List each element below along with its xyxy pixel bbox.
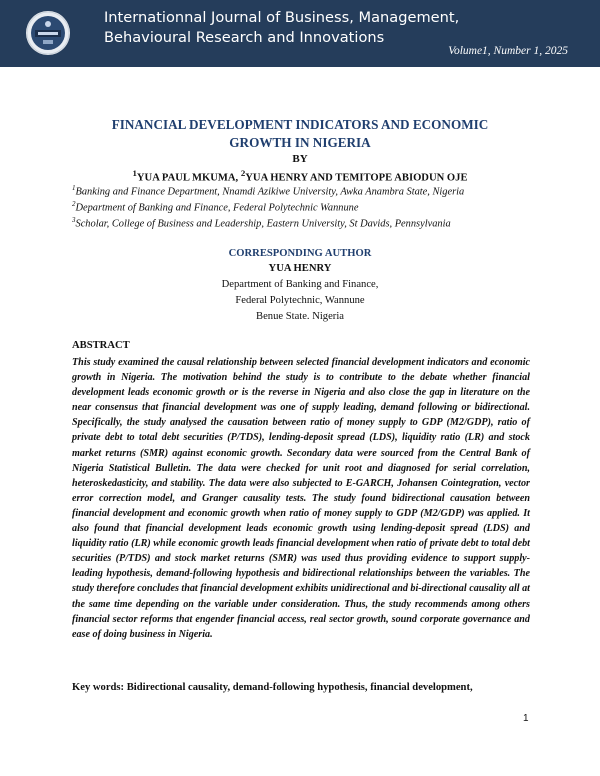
by-label: BY [292, 153, 308, 165]
author-sup: 2 [240, 168, 246, 178]
paper-title [60, 116, 540, 152]
author-list [0, 168, 600, 184]
affiliation-sup: 2 [72, 200, 76, 208]
volume-info: Volume1, Number 1, 2025 [448, 45, 568, 57]
abstract-body: This study examined the causal relationship between selected financial development indicators and economic growth in Nigeria. The motivation behind the study is to contribute to the debate whether financial development leads economic growth or is the reverse in Nigeria and also close the gap in literature on the near consensus that financial development was one of supply leading, demand following or bidirectional. Specifically, the study analysed the causation between ratio of money supply to GDP (M2/GDP), ratio of private debt to total debt securities (P/TDS), lending-deposit spread (LDS), liquidity ratio (LR) and stock market returns (SMR) against economic growth. Secondary data were sourced from the Central Bank of Nigeria Statistical Bulletin. The data were checked for unit root and diagnosed for serial correlation, heteroskedasticity, and stability. The data were also subjected to E-GARCH, Johansen Cointegration, vector error correction model, and Granger causality tests. The study found bidirectional causation between financial development and economic growth when ratio of money supply to GDP (M2/GDP) was applied. It also found that financial development leads economic growth using lending-deposit spread (LDS) and liquidity ratio (LR) while economic growth leads financial development when ratio of private debt to total debt securities (P/TDS) and stock market returns (SMR) was used thus providing evidence to support supply-leading hypothesis, demand-following hypothesis and bidirectional relationships between the variables. The study therefore concludes that financial development exhibits unidirectional and bi-directional causality all at the same time depending on the variable under consideration. Thus, the study recommends among others financial sector reforms that engender financial access, real sector growth, sound corporate governance and ease of doing business in Nigeria. [72, 357, 530, 640]
paper-title-line2: GROWTH IN NIGERIA [229, 135, 371, 150]
paper-title-line1: FINANCIAL DEVELOPMENT INDICATORS AND ECONOMIC [111, 117, 489, 132]
journal-title-line2: Behavioural Research and Innovations [104, 29, 385, 46]
affiliation-text: Department of Banking and Finance, Federal Polytechnic Wannune [75, 202, 359, 214]
author-name: YUA HENRY AND TEMITOPE ABIODUN OJE [245, 172, 468, 184]
affiliation-2 [72, 200, 542, 213]
journal-title-line1: Internationnal Journal of Business, Management, [104, 9, 460, 26]
address-line: Benue State. Nigeria [256, 311, 344, 322]
journal-title [104, 8, 544, 48]
page-number: 1 [523, 713, 529, 724]
journal-banner [0, 0, 600, 67]
affiliation-text: Banking and Finance Department, Nnamdi Azikiwe University, Awka Anambra State, Nigeria [75, 186, 465, 198]
address-line: Federal Polytechnic, Wannune [235, 295, 365, 306]
author-sup: 1 [132, 168, 137, 178]
keywords: Key words: Bidirectional causality, demand-following hypothesis, financial development, [72, 682, 473, 693]
abstract-heading: ABSTRACT [72, 340, 130, 351]
affiliation-1 [72, 184, 542, 197]
affiliation-sup: 1 [72, 184, 76, 192]
corresponding-author-heading: CORRESPONDING AUTHOR [228, 248, 372, 259]
corresponding-author-name: YUA HENRY [268, 263, 332, 274]
affiliation-3 [72, 216, 542, 229]
address-line: Department of Banking and Finance, [221, 279, 379, 290]
author-name: YUA PAUL MKUMA, [136, 172, 241, 184]
journal-logo [26, 11, 70, 55]
affiliation-text: Scholar, College of Business and Leadership, Eastern University, St Davids, Pennsylvania [75, 218, 451, 230]
affiliation-sup: 3 [72, 216, 76, 224]
